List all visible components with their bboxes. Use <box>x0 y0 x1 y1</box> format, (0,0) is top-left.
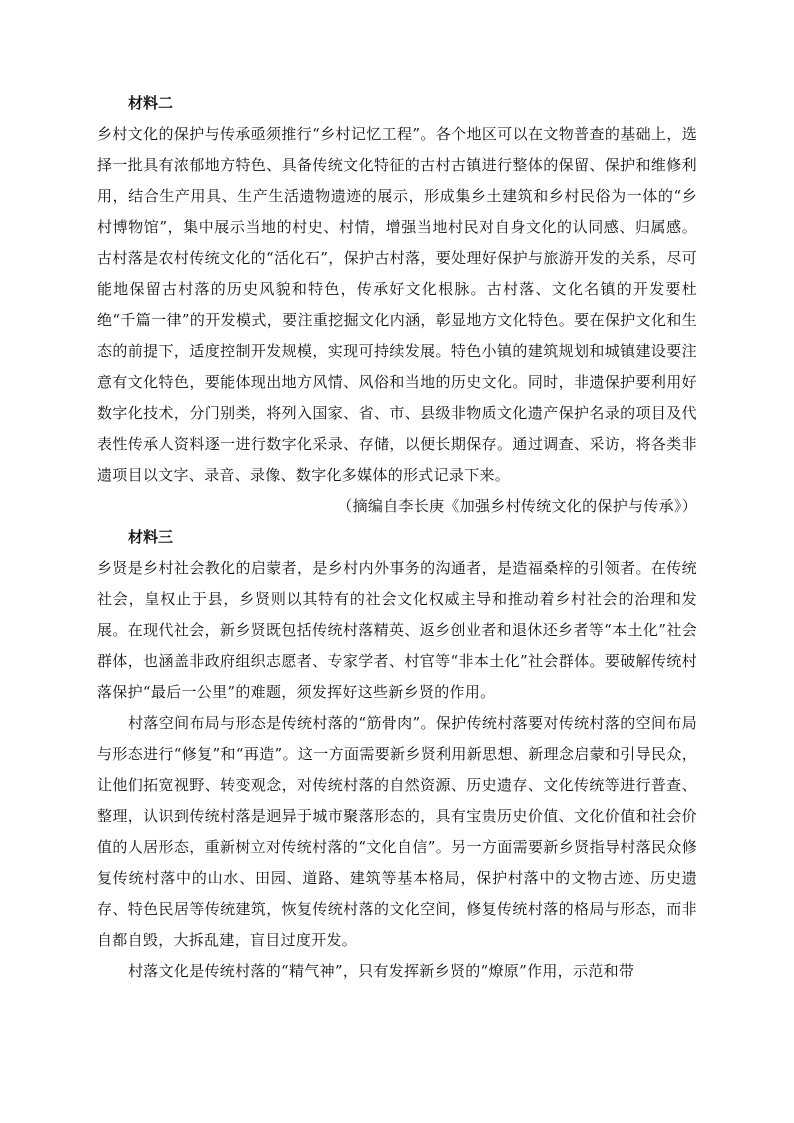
material-three-heading: 材料三 <box>128 528 174 546</box>
material-three-paragraph-3: 村落文化是传统村落的“精气神”，只有发挥新乡贤的“燎原”作用，示范和带 <box>128 962 635 980</box>
document-page <box>97 88 697 987</box>
material-three-paragraph-2: 村落空间布局与形态是传统村落的“筋骨肉”。保护传统村落要对传统村落的空间布局与形态进行“修复”和“再造”。这一方面需要新乡贤利用新思想、新理念启蒙和引导民众，让他们拓宽视野、转变观念，对传统村落的自然资源、历史遗存、文化传统等进行普查、整理，认识到传统村落是迥异于城市聚落形态的，具有宝贵历史价值、文化价值和社会价值的人居形态，重新树立对传统村落的“文化自信”。另一方面需要新乡贤指导村落民众修复传统村落中的山水、田园、道路、建筑等基本格局，保护村落中的文物古迹、历史遗存、特色民居等传统建筑，恢复传统村落的文化空间，修复传统村落的格局与形态，而非自都自毁，大拆乱建，盲目过度开发。 <box>97 714 697 949</box>
material-two-paragraph: 乡村文化的保护与传承亟须推行“乡村记忆工程”。各个地区可以在文物普查的基础上，选择一批具有浓郁地方特色、具备传统文化特征的古村古镇进行整体的保留、保护和维修利用，结合生产用具、生产生活遗物遗迹的展示，形成集乡土建筑和乡村民俗为一体的“乡村博物馆”，集中展示当地的村史、村情，增强当地村民对自身文化的认同感、归属感。古村落是农村传统文化的“活化石”，保护古村落，要处理好保护与旅游开发的关系，尽可能地保留古村落的历史风貌和特色，传承好文化根脉。古村落、文化名镇的开发要杜绝“千篇一律”的开发模式，要注重挖掘文化内涵，彰显地方文化特色。要在保护文化和生态的前提下，适度控制开发规模，实现可持续发展。特色小镇的建筑规划和城镇建设要注意有文化特色，要能体现出地方风情、风俗和当地的历史文化。同时，非遗保护要利用好数字化技术，分门别类，将列入国家、省、市、县级非物质文化遗产保护名录的项目及代表性传承人资料逐一进行数字化采录、存储，以便长期保存。通过调查、采访，将各类非遗项目以文字、录音、录像、数字化多媒体的形式记录下来。 <box>97 125 697 484</box>
material-two-source: （摘编自李长庚《加强乡村传统文化的保护与传承》） <box>337 497 697 515</box>
material-three-paragraph-1: 乡贤是乡村社会教化的启蒙者，是乡村内外事务的沟通者，是造福桑梓的引领者。在传统社会，皇权止于县，乡贤则以其特有的社会文化权威主导和推动着乡村社会的治理和发展。在现代社会，新乡贤既包括传统村落精英、返乡创业者和退休还乡者等“本土化”社会群体，也涵盖非政府组织志愿者、专家学者、村官等“非本土化”社会群体。要破解传统村落保护“最后一公里”的难题，须发挥好这些新乡贤的作用。 <box>97 559 697 701</box>
material-two-heading: 材料二 <box>128 94 174 112</box>
